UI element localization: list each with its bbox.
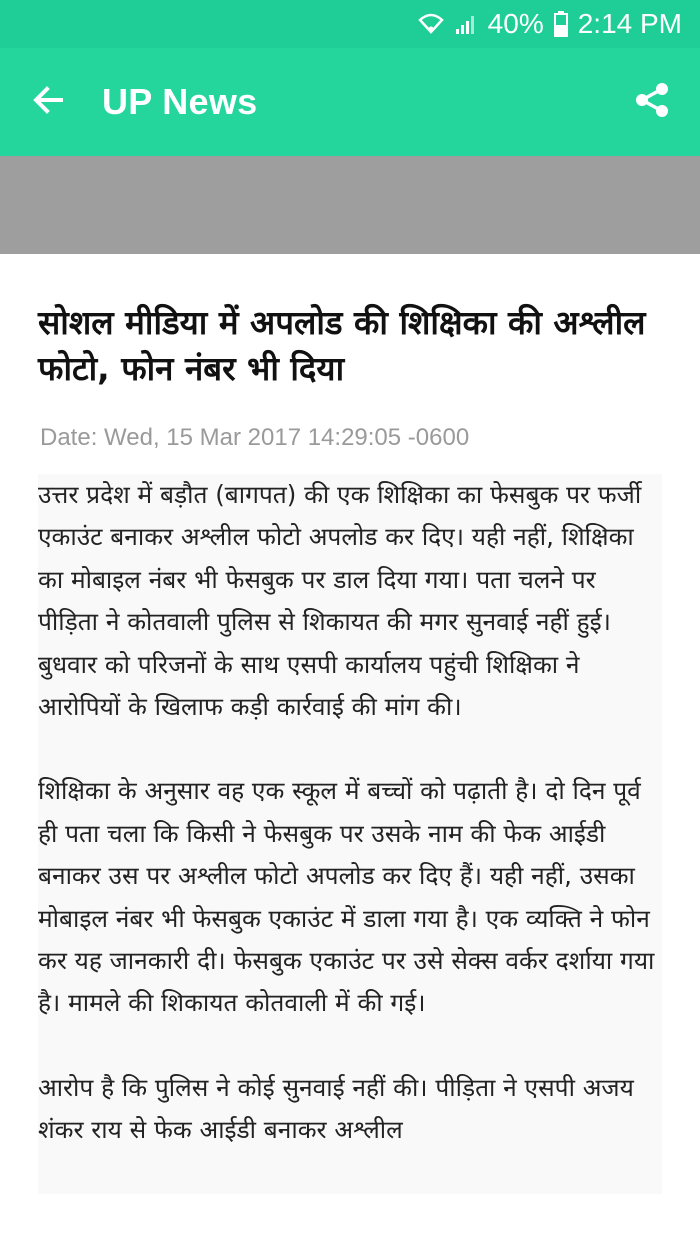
signal-icon	[454, 12, 478, 36]
share-icon	[633, 81, 671, 123]
article-paragraph: शिक्षिका के अनुसार वह एक स्कूल में बच्चों को पढ़ाती है। दो दिन पूर्व ही पता चला कि किसी ने फेसबुक पर उसके नाम की फेक आईडी बनाकर उस पर अश्लील फोटो अपलोड कर दिए हैं। यही नहीं, उसका मोबाइल नंबर भी फेसबुक एकाउंट में डाला गया है। एक व्यक्ति ने फोन कर यह जानकारी दी। फेसबुक एकाउंट पर उसे सेक्स वर्कर दर्शाया गया है। मामले की शिकायत कोतवाली में की गई।	[38, 776, 655, 1018]
article	[0, 254, 700, 1244]
battery-icon	[554, 11, 568, 37]
share-button[interactable]	[618, 68, 686, 136]
status-bar	[0, 0, 700, 48]
wifi-icon	[418, 12, 444, 36]
article-headline: सोशल मीडिया में अपलोड की शिक्षिका की अश्लील फोटो, फोन नंबर भी दिया	[38, 303, 646, 388]
article-paragraph: आरोप है कि पुलिस ने कोई सुनवाई नहीं की। पीड़िता ने एसपी अजय शंकर राय से फेक आईडी बनाकर अश्लील	[38, 1072, 634, 1145]
back-button[interactable]	[14, 68, 82, 136]
status-time: 2:14 PM	[577, 8, 682, 39]
article-body	[38, 474, 662, 1194]
article-image	[0, 156, 700, 254]
article-date: Date: Wed, 15 Mar 2017 14:29:05 -0600	[40, 424, 470, 451]
article-paragraph: उत्तर प्रदेश में बड़ौत (बागपत) की एक शिक्षिका का फेसबुक पर फर्जी एकाउंट बनाकर अश्लील फोटो अपलोड कर दिए। यही नहीं, शिक्षिका का मोबाइल नंबर भी फेसबुक पर डाल दिया गया। पता चलने पर पीड़िता ने कोतवाली पुलिस से शिकायत की मगर सुनवाई नहीं हुई। बुधवार को परिजनों के साथ एसपी कार्यालय पहुंची शिक्षिका ने आरोपियों के खिलाफ कड़ी कार्रवाई की मांग की।	[38, 480, 642, 722]
arrow-back-icon	[31, 83, 65, 121]
app-title: UP News	[102, 81, 258, 122]
battery-percent: 40%	[487, 8, 544, 39]
app-bar	[0, 48, 700, 156]
